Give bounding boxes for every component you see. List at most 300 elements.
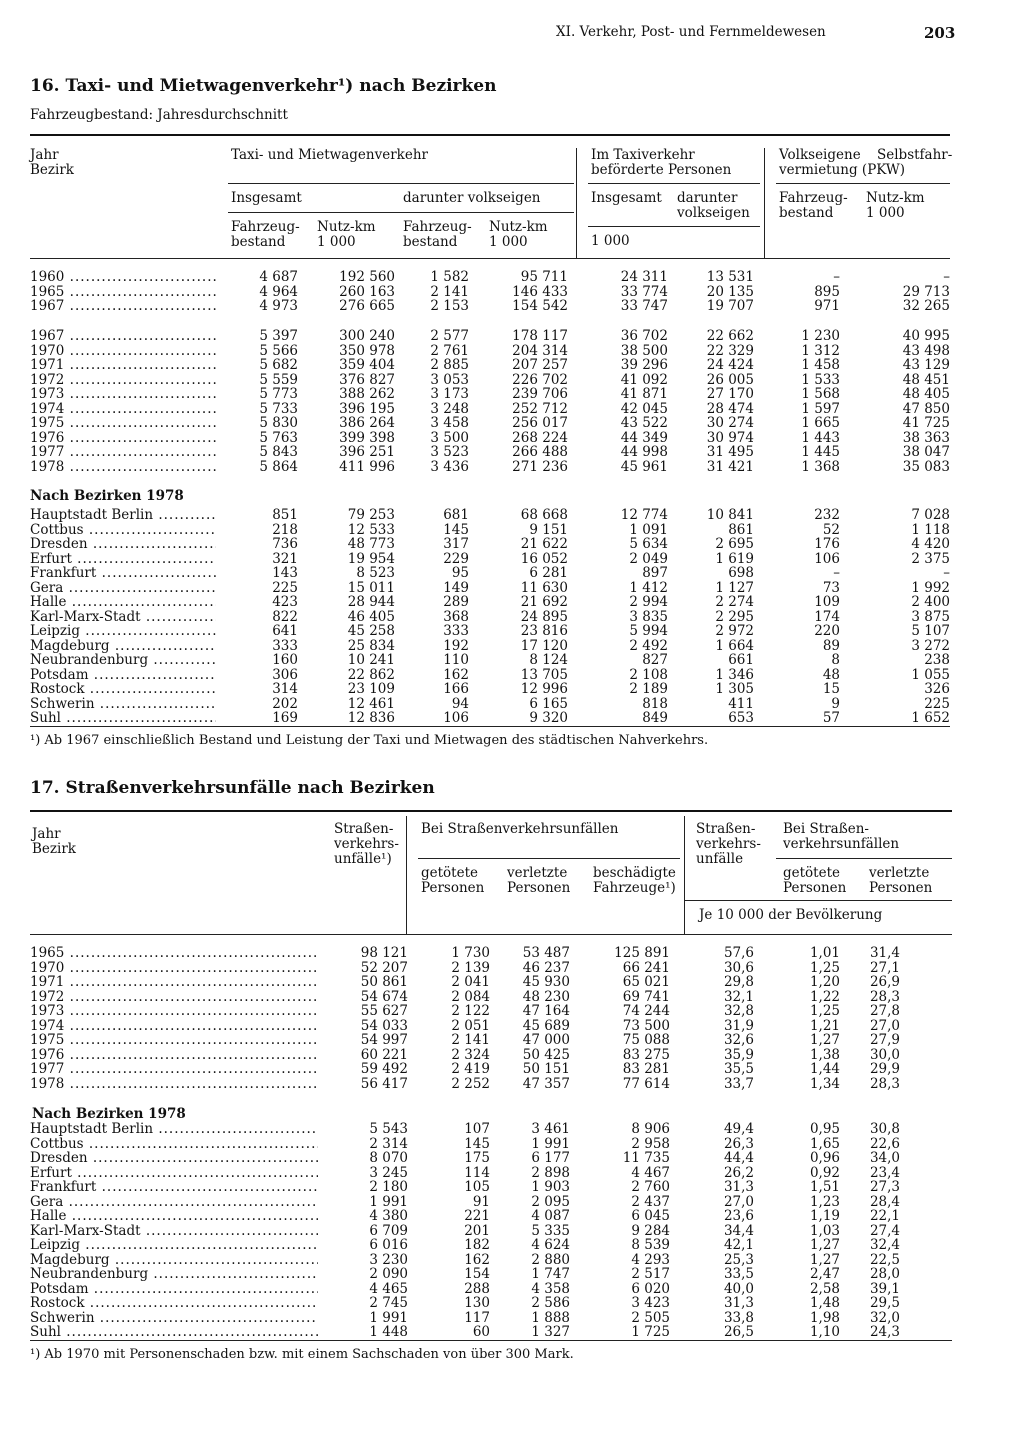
cell-value: 1,27 bbox=[809, 1251, 840, 1268]
t17-h-svu-1: Straßen- bbox=[334, 821, 394, 837]
cell-value: 2 760 bbox=[631, 1179, 670, 1195]
table-row bbox=[30, 416, 950, 431]
cell-value: 32,6 bbox=[723, 1032, 754, 1048]
cell-value: 0,92 bbox=[809, 1164, 840, 1181]
cell-value: 1 305 bbox=[715, 681, 754, 697]
t17-h-svu-r-3: unfälle bbox=[696, 851, 744, 867]
cell-value: 226 702 bbox=[512, 371, 568, 388]
cell-value: 5 843 bbox=[259, 444, 298, 460]
cell-value: 60 221 bbox=[360, 1046, 408, 1063]
cell-value: 220 bbox=[814, 623, 840, 639]
cell-value: 43 129 bbox=[902, 357, 950, 373]
cell-value: 2,47 bbox=[809, 1266, 840, 1282]
cell-value: 4 087 bbox=[531, 1208, 570, 1224]
t16-h-1000-4: 1 000 bbox=[866, 205, 905, 221]
cell-value: 21 692 bbox=[520, 594, 568, 610]
cell-value: 2 400 bbox=[911, 594, 950, 610]
row-label: 1975 ..... bbox=[30, 416, 216, 431]
cell-value: 2,58 bbox=[809, 1280, 840, 1297]
cell-value: 160 bbox=[272, 652, 298, 668]
cell-value: 52 207 bbox=[360, 959, 408, 976]
table-row bbox=[30, 1166, 952, 1181]
cell-value: 2 517 bbox=[631, 1266, 670, 1282]
cell-value: 218 bbox=[272, 521, 298, 538]
cell-value: 4 624 bbox=[531, 1237, 570, 1253]
cell-value: 1 665 bbox=[801, 415, 840, 431]
cell-value: 130 bbox=[464, 1295, 490, 1311]
table17-footnote: ¹) Ab 1970 mit Personenschaden bzw. mit einem Sachschaden von über 300 Mark. bbox=[30, 1347, 574, 1362]
cell-value: 2 049 bbox=[629, 550, 668, 567]
cell-value: 3 053 bbox=[430, 371, 469, 388]
table-row bbox=[30, 990, 952, 1005]
t17-h-getoetete-2: getötete bbox=[783, 865, 841, 881]
t17-h-verletzte: verletzte bbox=[507, 865, 568, 881]
cell-value: 2 695 bbox=[715, 536, 754, 552]
cell-value: 79 253 bbox=[347, 507, 395, 523]
table17-header-rule bbox=[30, 934, 952, 935]
cell-value: 41 871 bbox=[620, 386, 668, 402]
cell-value: 849 bbox=[642, 710, 668, 726]
table17-bottom-rule bbox=[30, 1340, 952, 1341]
cell-value: 1,51 bbox=[809, 1179, 840, 1195]
cell-value: 386 264 bbox=[339, 415, 395, 431]
cell-value: 77 614 bbox=[622, 1075, 670, 1092]
cell-value: 13 705 bbox=[520, 666, 568, 683]
cell-value: 1,34 bbox=[809, 1075, 840, 1092]
cell-value: 25,3 bbox=[723, 1251, 754, 1268]
cell-value: 154 542 bbox=[512, 298, 568, 314]
t16-h-insgesamt-2: Insgesamt bbox=[591, 190, 662, 206]
cell-value: 1 346 bbox=[715, 666, 754, 683]
table16-title: 16. Taxi- und Mietwagenverkehr¹) nach Bezirken bbox=[30, 76, 497, 96]
table-row bbox=[30, 946, 952, 961]
cell-value: 41 725 bbox=[902, 415, 950, 431]
cell-value: 3 835 bbox=[629, 608, 668, 625]
cell-value: – bbox=[833, 269, 840, 285]
cell-value: 4 420 bbox=[911, 536, 950, 552]
cell-value: 11 735 bbox=[622, 1150, 670, 1166]
table-row bbox=[30, 552, 950, 567]
cell-value: 9 320 bbox=[529, 710, 568, 726]
cell-value: 31,4 bbox=[869, 945, 900, 961]
table-row bbox=[30, 1282, 952, 1297]
cell-value: 22,6 bbox=[869, 1135, 900, 1152]
cell-value: 74 244 bbox=[622, 1003, 670, 1019]
cell-value: 95 711 bbox=[520, 269, 568, 285]
cell-value: 12 774 bbox=[620, 507, 668, 523]
cell-value: 23,4 bbox=[869, 1164, 900, 1181]
cell-value: 75 088 bbox=[622, 1032, 670, 1048]
table17-top-rule bbox=[30, 810, 952, 812]
cell-value: 1 312 bbox=[801, 342, 840, 359]
cell-value: 6 045 bbox=[631, 1208, 670, 1224]
cell-value: 1,23 bbox=[809, 1193, 840, 1210]
row-label: Frankfurt ..... bbox=[30, 1180, 318, 1195]
cell-value: 48 405 bbox=[902, 386, 950, 402]
cell-value: 1,19 bbox=[809, 1208, 840, 1224]
cell-value: 89 bbox=[822, 637, 840, 654]
cell-value: 0,95 bbox=[809, 1121, 840, 1137]
table-row bbox=[30, 387, 950, 402]
cell-value: – bbox=[833, 565, 840, 581]
table16-subtitle: Fahrzeugbestand: Jahresdurchschnitt bbox=[30, 107, 288, 123]
cell-value: 149 bbox=[443, 579, 469, 596]
cell-value: 17 120 bbox=[520, 637, 568, 654]
table-row bbox=[30, 285, 950, 300]
cell-value: 38 363 bbox=[902, 429, 950, 446]
cell-value: 154 bbox=[464, 1266, 490, 1282]
cell-value: 117 bbox=[464, 1309, 490, 1326]
cell-value: 2 419 bbox=[451, 1061, 490, 1077]
cell-value: 641 bbox=[272, 623, 298, 639]
t16-h-darunter-volkseigen: darunter volkseigen bbox=[403, 190, 541, 206]
table-row bbox=[30, 595, 950, 610]
row-label: Leipzig ..... bbox=[30, 624, 216, 639]
cell-value: 3 248 bbox=[430, 400, 469, 417]
cell-value: 5 733 bbox=[259, 400, 298, 417]
row-label: Dresden ..... bbox=[30, 1151, 318, 1166]
t16-h-darunter: darunter bbox=[677, 190, 738, 206]
cell-value: 1 443 bbox=[801, 429, 840, 446]
cell-value: 169 bbox=[272, 710, 298, 726]
row-label: Cottbus ..... bbox=[30, 523, 216, 538]
cell-value: 26,5 bbox=[723, 1324, 754, 1340]
row-label: 1965 ..... bbox=[30, 285, 216, 300]
cell-value: 4 380 bbox=[369, 1208, 408, 1224]
cell-value: 28 944 bbox=[347, 594, 395, 610]
cell-value: 1 991 bbox=[531, 1135, 570, 1152]
cell-value: 698 bbox=[728, 565, 754, 581]
cell-value: 94 bbox=[451, 695, 469, 712]
cell-value: 2 051 bbox=[451, 1017, 490, 1034]
cell-value: 50 861 bbox=[360, 974, 408, 990]
cell-value: 162 bbox=[443, 666, 469, 683]
table-row bbox=[30, 1311, 952, 1326]
cell-value: 399 398 bbox=[339, 429, 395, 446]
t16-h-insgesamt: Insgesamt bbox=[231, 190, 302, 206]
cell-value: 333 bbox=[272, 637, 298, 654]
table-row bbox=[30, 1267, 952, 1282]
cell-value: 182 bbox=[464, 1237, 490, 1253]
cell-value: 2 505 bbox=[631, 1309, 670, 1326]
cell-value: 2 958 bbox=[631, 1135, 670, 1152]
cell-value: 145 bbox=[443, 521, 469, 538]
cell-value: 1,25 bbox=[809, 1003, 840, 1019]
row-label: 1977 ..... bbox=[30, 1062, 318, 1077]
cell-value: 6 709 bbox=[369, 1222, 408, 1239]
cell-value: 45 258 bbox=[347, 623, 395, 639]
cell-value: 143 bbox=[272, 565, 298, 581]
cell-value: 4 687 bbox=[259, 269, 298, 285]
cell-value: 2 153 bbox=[430, 298, 469, 314]
cell-value: 201 bbox=[464, 1222, 490, 1239]
cell-value: 8 124 bbox=[529, 652, 568, 668]
cell-value: 66 241 bbox=[622, 959, 670, 976]
cell-value: 33 774 bbox=[620, 283, 668, 300]
cell-value: 95 bbox=[451, 565, 469, 581]
row-label: Neubrandenburg ..... bbox=[30, 653, 216, 668]
cell-value: 1 368 bbox=[801, 458, 840, 475]
row-label: 1971 ..... bbox=[30, 358, 216, 373]
cell-value: 110 bbox=[443, 652, 469, 668]
cell-value: 5 335 bbox=[531, 1222, 570, 1239]
cell-value: 1 652 bbox=[911, 710, 950, 726]
cell-value: 3 230 bbox=[369, 1251, 408, 1268]
row-label: Potsdam ..... bbox=[30, 668, 216, 683]
t16-h-befoerdert-2: beförderte Personen bbox=[591, 162, 732, 178]
cell-value: 1 118 bbox=[911, 521, 950, 538]
cell-value: 1 991 bbox=[369, 1193, 408, 1210]
cell-value: 1 458 bbox=[801, 357, 840, 373]
cell-value: 44 998 bbox=[620, 444, 668, 460]
cell-value: 411 996 bbox=[339, 458, 395, 475]
t17-h-verletzte-2: verletzte bbox=[869, 865, 930, 881]
cell-value: 1 327 bbox=[531, 1324, 570, 1340]
t16-h-befoerdert-1: Im Taxiverkehr bbox=[591, 147, 695, 163]
cell-value: 1 619 bbox=[715, 550, 754, 567]
row-label: Cottbus ..... bbox=[30, 1137, 318, 1152]
row-label: 1970 ..... bbox=[30, 961, 318, 976]
row-label: Suhl ..... bbox=[30, 711, 216, 726]
row-label: Hauptstadt Berlin ..... bbox=[30, 1122, 318, 1137]
cell-value: 31,3 bbox=[723, 1295, 754, 1311]
cell-value: 46 237 bbox=[522, 959, 570, 976]
table-row bbox=[30, 682, 950, 697]
row-label: Erfurt ..... bbox=[30, 552, 216, 567]
cell-value: 38 500 bbox=[620, 342, 668, 359]
cell-value: 26,3 bbox=[723, 1135, 754, 1152]
cell-value: 260 163 bbox=[339, 283, 395, 300]
cell-value: 166 bbox=[443, 681, 469, 697]
t16-h-fahrzeug-3: Fahrzeug- bbox=[779, 190, 848, 206]
cell-value: 1 597 bbox=[801, 400, 840, 417]
cell-value: 27,4 bbox=[869, 1222, 900, 1239]
cell-value: 321 bbox=[272, 550, 298, 567]
cell-value: 109 bbox=[814, 594, 840, 610]
t17-h-svu-r-1: Straßen- bbox=[696, 821, 756, 837]
cell-value: 1 664 bbox=[715, 637, 754, 654]
table-row bbox=[30, 1048, 952, 1063]
table16-top-rule bbox=[30, 134, 950, 136]
cell-value: 49,4 bbox=[723, 1121, 754, 1137]
cell-value: 238 bbox=[924, 652, 950, 668]
t16-h-bezirk: Bezirk bbox=[30, 162, 74, 178]
cell-value: 30 974 bbox=[706, 429, 754, 446]
row-label: 1978 ..... bbox=[30, 1077, 318, 1092]
cell-value: 53 487 bbox=[522, 945, 570, 961]
cell-value: 13 531 bbox=[706, 269, 754, 285]
cell-value: 8 070 bbox=[369, 1150, 408, 1166]
cell-value: 1 730 bbox=[451, 945, 490, 961]
cell-value: 4 973 bbox=[259, 298, 298, 314]
cell-value: 20 135 bbox=[706, 283, 754, 300]
cell-value: 192 560 bbox=[339, 269, 395, 285]
cell-value: 3 173 bbox=[430, 386, 469, 402]
cell-value: 35 083 bbox=[902, 458, 950, 475]
t17-h-bei: Bei Straßenverkehrsunfällen bbox=[421, 821, 619, 837]
cell-value: 16 052 bbox=[520, 550, 568, 567]
cell-value: 1,25 bbox=[809, 959, 840, 976]
table16-footnote: ¹) Ab 1967 einschließlich Bestand und Leistung der Taxi und Mietwagen des städtischen Nahverkehrs. bbox=[30, 733, 709, 748]
table-row bbox=[30, 299, 950, 314]
cell-value: 2 274 bbox=[715, 594, 754, 610]
cell-value: 12 461 bbox=[347, 695, 395, 712]
cell-value: 44 349 bbox=[620, 429, 668, 446]
cell-value: 45 930 bbox=[522, 974, 570, 990]
cell-value: 225 bbox=[272, 579, 298, 596]
table-row bbox=[30, 1137, 952, 1152]
cell-value: 176 bbox=[814, 536, 840, 552]
cell-value: 3 436 bbox=[430, 458, 469, 475]
table-row bbox=[30, 523, 950, 538]
cell-value: 1,98 bbox=[809, 1309, 840, 1326]
cell-value: 2 880 bbox=[531, 1251, 570, 1268]
cell-value: 350 978 bbox=[339, 342, 395, 359]
cell-value: 207 257 bbox=[512, 357, 568, 373]
cell-value: 5 634 bbox=[629, 536, 668, 552]
cell-value: 32,8 bbox=[723, 1003, 754, 1019]
cell-value: 23 109 bbox=[347, 681, 395, 697]
row-label: Potsdam ..... bbox=[30, 1282, 318, 1297]
cell-value: 32,0 bbox=[869, 1309, 900, 1326]
cell-value: 2 885 bbox=[430, 357, 469, 373]
cell-value: 2 180 bbox=[369, 1179, 408, 1195]
cell-value: 192 bbox=[443, 637, 469, 654]
row-label: 1978 ..... bbox=[30, 460, 216, 475]
cell-value: – bbox=[943, 565, 950, 581]
cell-value: 3 272 bbox=[911, 637, 950, 654]
t17-h-getoetete: getötete bbox=[421, 865, 479, 881]
row-label: 1967 ..... bbox=[30, 329, 216, 344]
cell-value: 73 bbox=[822, 579, 840, 596]
cell-value: 44,4 bbox=[723, 1150, 754, 1166]
cell-value: 24 424 bbox=[706, 357, 754, 373]
table-row bbox=[30, 697, 950, 712]
row-label: 1976 ..... bbox=[30, 1048, 318, 1063]
cell-value: 8 523 bbox=[356, 565, 395, 581]
cell-value: 5 773 bbox=[259, 386, 298, 402]
cell-value: 4 964 bbox=[259, 283, 298, 300]
table17-title: 17. Straßenverkehrsunfälle nach Bezirken bbox=[30, 778, 435, 798]
row-label: Halle ..... bbox=[30, 595, 216, 610]
cell-value: 0,96 bbox=[809, 1150, 840, 1166]
cell-value: 30 274 bbox=[706, 415, 754, 431]
cell-value: 736 bbox=[272, 536, 298, 552]
cell-value: 1 448 bbox=[369, 1324, 408, 1340]
cell-value: 5 543 bbox=[369, 1121, 408, 1137]
cell-value: 2 586 bbox=[531, 1295, 570, 1311]
cell-value: 69 741 bbox=[622, 988, 670, 1005]
cell-value: – bbox=[943, 269, 950, 285]
cell-value: 45 961 bbox=[620, 458, 668, 475]
cell-value: 2 141 bbox=[430, 283, 469, 300]
cell-value: 5 397 bbox=[259, 328, 298, 344]
cell-value: 266 488 bbox=[512, 444, 568, 460]
cell-value: 106 bbox=[814, 550, 840, 567]
row-label: Frankfurt ..... bbox=[30, 566, 216, 581]
cell-value: 175 bbox=[464, 1150, 490, 1166]
t17-h-svu-r-2: verkehrs- bbox=[696, 836, 761, 852]
cell-value: 6 020 bbox=[631, 1280, 670, 1297]
cell-value: 2 437 bbox=[631, 1193, 670, 1210]
running-header: XI. Verkehr, Post- und Fernmeldewesen bbox=[556, 24, 826, 40]
table-row bbox=[30, 668, 950, 683]
t16-h-bestand-3: bestand bbox=[779, 205, 834, 221]
cell-value: 23 816 bbox=[520, 623, 568, 639]
row-label: 1971 ..... bbox=[30, 975, 318, 990]
row-label: Magdeburg ..... bbox=[30, 1253, 318, 1268]
cell-value: 39 296 bbox=[620, 357, 668, 373]
cell-value: 8 539 bbox=[631, 1237, 670, 1253]
row-label: Hauptstadt Berlin ..... bbox=[30, 508, 216, 523]
cell-value: 28,0 bbox=[869, 1266, 900, 1282]
cell-value: 3 500 bbox=[430, 429, 469, 446]
cell-value: 1 992 bbox=[911, 579, 950, 596]
cell-value: 1,27 bbox=[809, 1237, 840, 1253]
cell-value: 91 bbox=[472, 1193, 490, 1210]
t16-h-fahrzeug-2: Fahrzeug- bbox=[403, 219, 472, 235]
row-label: Schwerin ..... bbox=[30, 1311, 318, 1326]
cell-value: 2 084 bbox=[451, 988, 490, 1005]
row-label: Rostock ..... bbox=[30, 682, 216, 697]
table-row bbox=[30, 1209, 952, 1224]
cell-value: 106 bbox=[443, 710, 469, 726]
cell-value: 2 314 bbox=[369, 1135, 408, 1152]
cell-value: 827 bbox=[642, 652, 668, 668]
row-label: Neubrandenburg ..... bbox=[30, 1267, 318, 1282]
cell-value: 28,3 bbox=[869, 988, 900, 1005]
cell-value: 26 005 bbox=[706, 371, 754, 388]
cell-value: 2 745 bbox=[369, 1295, 408, 1311]
row-label: Halle ..... bbox=[30, 1209, 318, 1224]
table-row bbox=[30, 961, 952, 976]
table-row bbox=[30, 1033, 952, 1048]
cell-value: 178 117 bbox=[512, 328, 568, 344]
table-row bbox=[30, 344, 950, 359]
cell-value: 3 423 bbox=[631, 1295, 670, 1311]
cell-value: 73 500 bbox=[622, 1017, 670, 1034]
cell-value: 256 017 bbox=[512, 415, 568, 431]
cell-value: 19 954 bbox=[347, 550, 395, 567]
cell-value: 47 164 bbox=[522, 1003, 570, 1019]
cell-value: 50 425 bbox=[522, 1046, 570, 1063]
cell-value: 47 850 bbox=[902, 400, 950, 417]
cell-value: 1 747 bbox=[531, 1266, 570, 1282]
cell-value: 54 674 bbox=[360, 988, 408, 1005]
cell-value: 252 712 bbox=[512, 400, 568, 417]
cell-value: 268 224 bbox=[512, 429, 568, 446]
cell-value: 57 bbox=[822, 710, 840, 726]
table16-header-rule bbox=[30, 258, 950, 259]
cell-value: 48 230 bbox=[522, 988, 570, 1005]
cell-value: 36 702 bbox=[620, 328, 668, 344]
cell-value: 125 891 bbox=[614, 945, 670, 961]
cell-value: 38 047 bbox=[902, 444, 950, 460]
cell-value: 27,3 bbox=[869, 1179, 900, 1195]
row-label: Erfurt ..... bbox=[30, 1166, 318, 1181]
cell-value: 2 122 bbox=[451, 1003, 490, 1019]
cell-value: 1,01 bbox=[809, 945, 840, 961]
cell-value: 653 bbox=[728, 710, 754, 726]
t17-h-personen-1: Personen bbox=[421, 880, 485, 896]
cell-value: 1,10 bbox=[809, 1324, 840, 1340]
cell-value: 15 011 bbox=[347, 579, 395, 596]
cell-value: 10 841 bbox=[706, 507, 754, 523]
cell-value: 56 417 bbox=[360, 1075, 408, 1092]
cell-value: 3 461 bbox=[531, 1121, 570, 1137]
cell-value: 861 bbox=[728, 521, 754, 538]
cell-value: 232 bbox=[814, 507, 840, 523]
